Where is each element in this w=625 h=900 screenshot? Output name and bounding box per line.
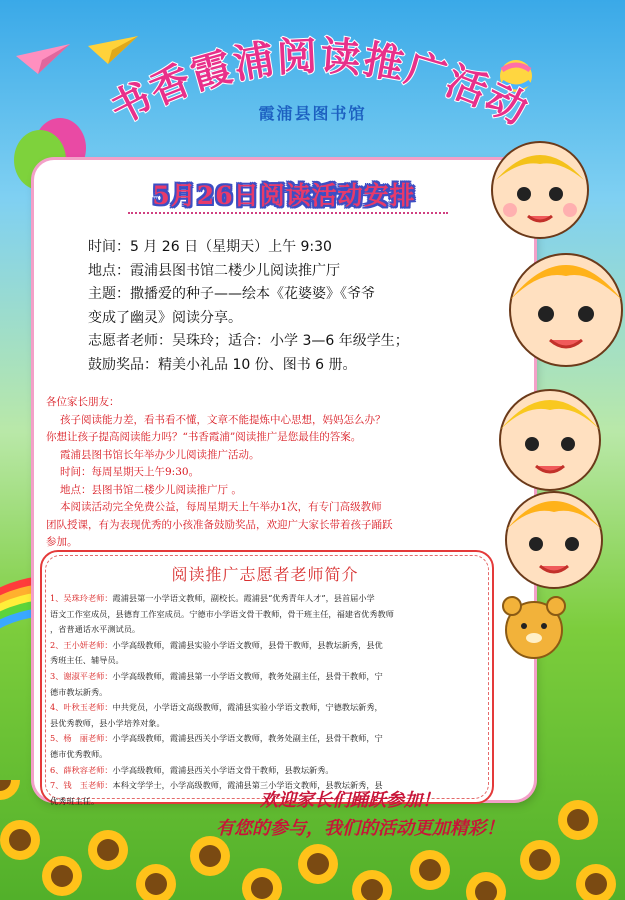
notice-line: 霞浦县图书馆长年举办少儿阅读推广活动。 bbox=[60, 448, 260, 461]
list-item: 6、薛秋容老师：小学高级教师，霞浦县西关小学语文骨干教师，县教坛新秀。 bbox=[50, 764, 334, 775]
activity-heading: 5月26日阅读活动安排 bbox=[152, 181, 416, 210]
info-line: 鼓励奖品：精美小礼品 10 份、图书 6 册。 bbox=[88, 356, 357, 373]
notice-line: 孩子阅读能力差，看书看不懂，文章不能提炼中心思想，妈妈怎么办？ bbox=[60, 413, 386, 426]
list-item: 德市教坛新秀。 bbox=[50, 686, 108, 697]
notice-line: 时间：每周星期天上午9:30。 bbox=[60, 466, 200, 478]
info-line: 志愿者老师：吴珠玲；适合：小学 3—6 年级学生； bbox=[88, 333, 409, 349]
notice-line: 你想让孩子提高阅读能力吗？“书香霞浦”阅读推广是您最佳的答案。 bbox=[46, 431, 362, 443]
list-item: 德市优秀教师。 bbox=[50, 748, 108, 759]
subtitle: 霞浦县图书馆 bbox=[258, 104, 367, 123]
list-item: 3、谢淑平老师：小学高级教师，霞浦县第一小学语文教师，教务处副主任，县骨干教师，宁 bbox=[50, 670, 383, 681]
list-item: 语文工作室成员，县德育工作室成员。宁德市小学语文骨干教师，骨干班主任，福建省优秀教师 bbox=[50, 608, 394, 619]
list-item: 5、杨 丽老师：小学高级教师，霞浦县西关小学语文教师，教务处副主任，县骨干教师，宁 bbox=[50, 733, 383, 744]
info-line: 变成了幽灵》阅读分享。 bbox=[88, 309, 242, 326]
list-item: 1、吴珠玲老师：霞浦县第一小学语文教师，副校长。霞浦县“优秀青年人才”，县首届小学 bbox=[50, 593, 375, 603]
activity-info bbox=[88, 236, 518, 377]
list-item: 县优秀教师，县小学培养对象。 bbox=[50, 717, 165, 728]
list-item: 7、钱 玉老师：本科文学学士，小学高级教师，霞浦县第三小学语文教师，县教坛新秀，县 bbox=[50, 780, 383, 791]
list-item: 秀班主任、辅导员。 bbox=[50, 655, 124, 666]
heading-divider bbox=[128, 212, 448, 215]
slogan-text: 有您的参与，我们的活动更加精彩！ bbox=[216, 818, 504, 839]
notice-line: 本阅读活动完全免费公益，每周星期天上午举办1次，有专门高级教师 bbox=[60, 501, 382, 513]
info-line: 主题：撒播爱的种子——绘本《花婆婆》《爷爷 bbox=[88, 286, 375, 302]
notice-line: 参加。 bbox=[46, 536, 78, 548]
notice-line: 地点：县图书馆二楼少儿阅读推广厅 。 bbox=[60, 483, 242, 496]
parent-notice bbox=[46, 394, 496, 552]
info-line: 时间：5 月 26 日（星期天）上午 9:30 bbox=[88, 239, 332, 255]
notice-line: 团队授课，有为表现优秀的小孩准备鼓励奖品，欢迎广大家长带着孩子踊跃 bbox=[46, 518, 393, 531]
list-item: ，省普通话水平测试员。 bbox=[50, 624, 141, 635]
title-text: 书香霞浦阅读推广活动 bbox=[102, 32, 537, 135]
welcome-text: 欢迎家长们踊跃参加！ bbox=[260, 790, 440, 811]
volunteer-title: 阅读推广志愿者老师简介 bbox=[171, 565, 359, 584]
bear-icon bbox=[503, 597, 565, 658]
volunteer-list bbox=[50, 591, 486, 809]
list-item: 优秀班主任。 bbox=[50, 795, 100, 806]
info-line: 地点：霞浦县图书馆二楼少儿阅读推广厅 bbox=[88, 262, 340, 279]
list-item: 4、叶秋玉老师：中共党员，小学语文高级教师，霞浦县实验小学语文教师，宁德教坛新秀， bbox=[50, 702, 383, 713]
notice-line: 各位家长朋友： bbox=[46, 396, 120, 408]
list-item: 2、王小妍老师：小学高级教师，霞浦县实验小学语文教师，县骨干教师，县教坛新秀，县优 bbox=[50, 639, 383, 650]
